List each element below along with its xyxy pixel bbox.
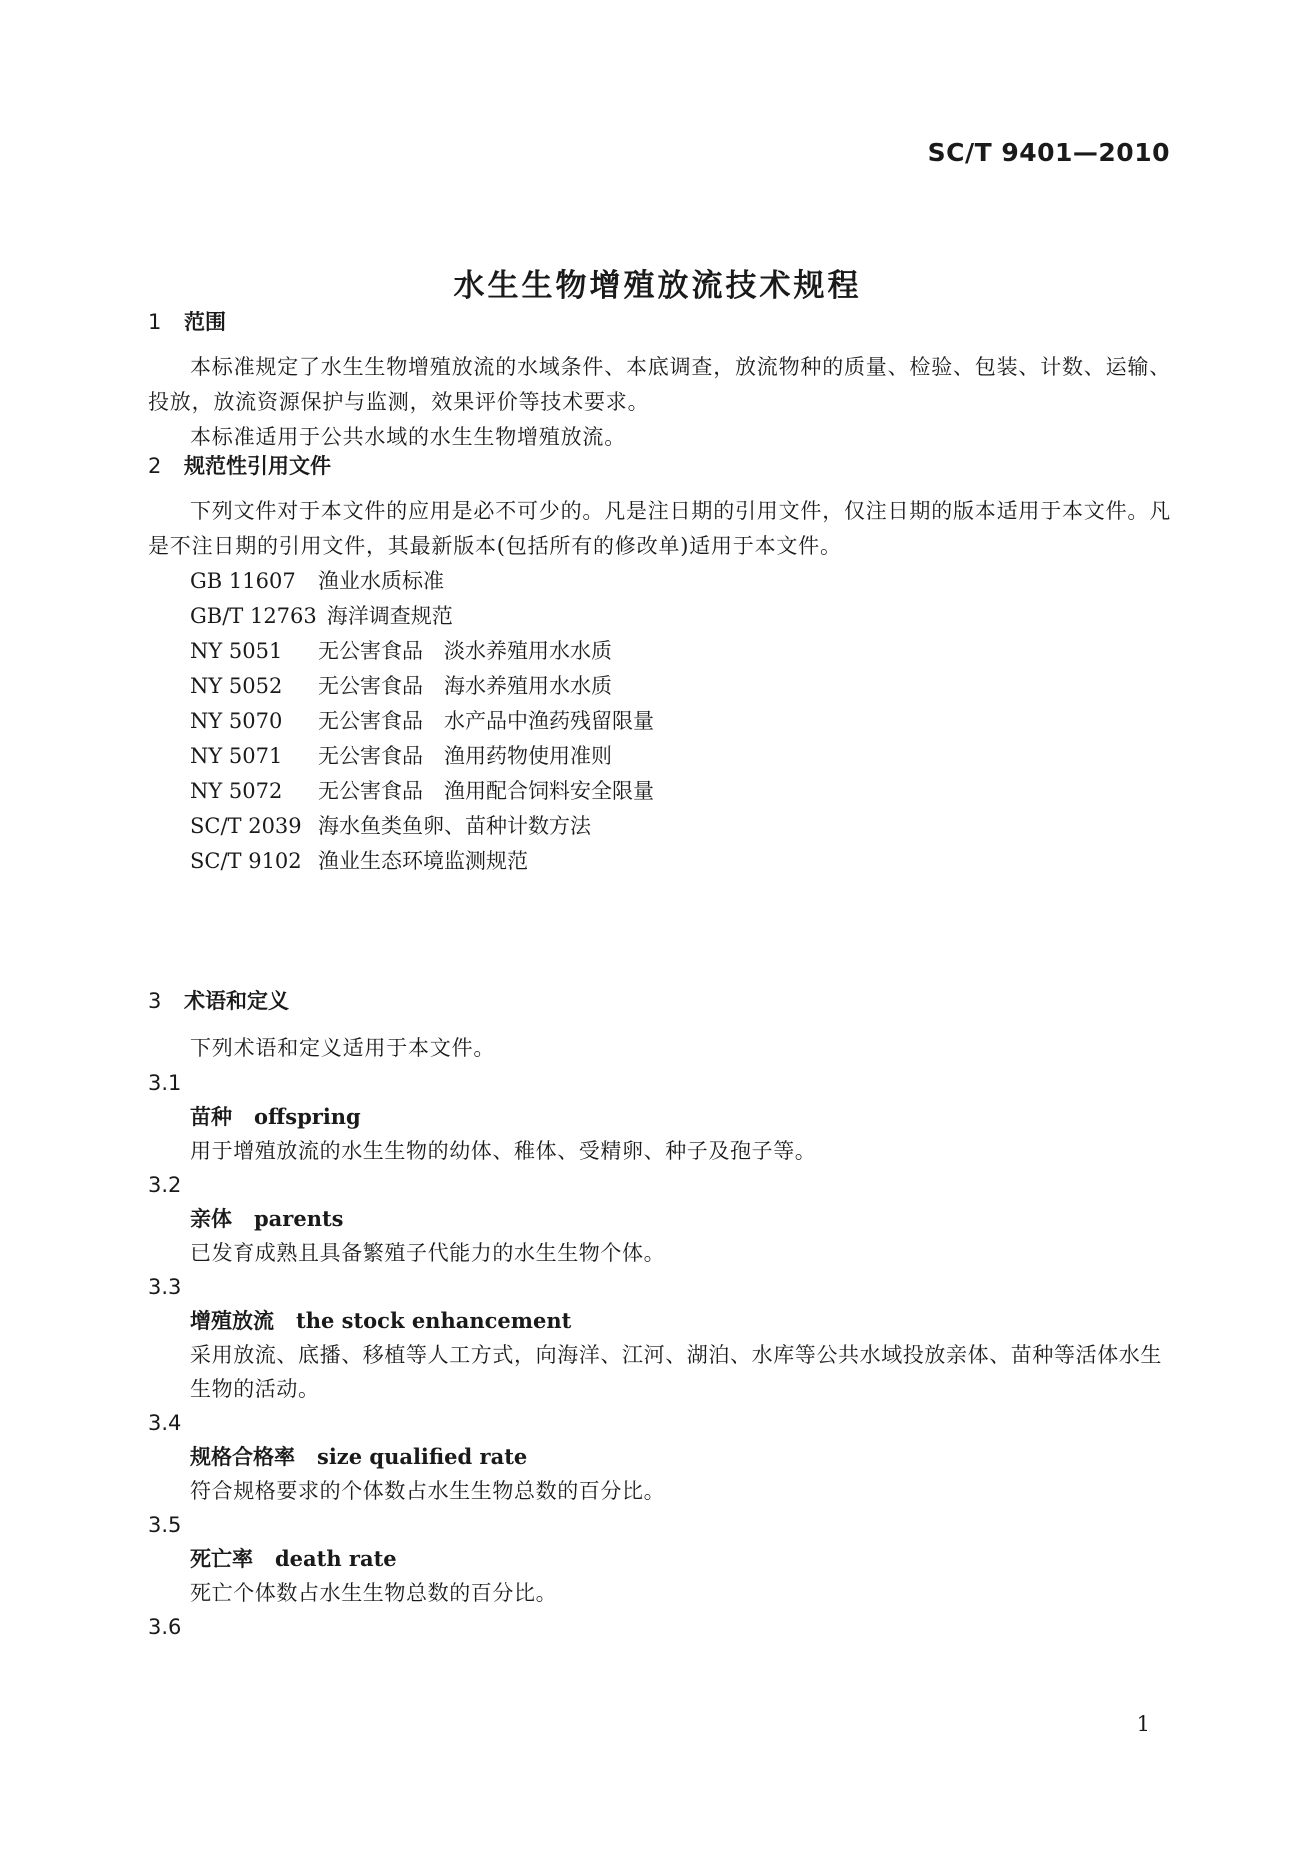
section-title: 术语和定义 xyxy=(184,989,289,1013)
term-entry xyxy=(148,1168,1178,1270)
reference-code: NY 5052 xyxy=(190,674,283,698)
paragraph: 下列文件对于本文件的应用是必不可少的。凡是注日期的引用文件，仅注日期的版本适用于本文件。凡是不注日期的引用文件，其最新版本(包括所有的修改单)适用于本文件。 xyxy=(148,499,1171,558)
reference-code: NY 5072 xyxy=(190,779,283,803)
reference-title: 海洋调查规范 xyxy=(326,604,453,628)
reference-title: 渔业生态环境监测规范 xyxy=(318,849,528,873)
reference-item xyxy=(148,704,1178,739)
term-name xyxy=(148,1542,1178,1576)
term-name xyxy=(148,1304,1178,1338)
term-entry xyxy=(148,1066,1178,1168)
term-en: size qualified rate xyxy=(317,1444,528,1469)
section-heading xyxy=(148,985,1178,1017)
term-name xyxy=(148,1440,1178,1474)
reference-item xyxy=(148,844,1178,879)
term-entry xyxy=(148,1406,1178,1508)
reference-code: NY 5071 xyxy=(190,744,283,768)
reference-item xyxy=(148,739,1178,774)
reference-code: NY 5070 xyxy=(190,709,283,733)
term-en: offspring xyxy=(254,1104,361,1129)
term-number: 3.2 xyxy=(148,1173,182,1197)
reference-item xyxy=(148,634,1178,669)
reference-code: SC/T 9102 xyxy=(190,849,302,873)
paragraph: 下列术语和定义适用于本文件。 xyxy=(190,1036,496,1060)
section-terms-definitions xyxy=(148,985,1178,1644)
reference-list xyxy=(148,564,1178,879)
section-number: 2 xyxy=(148,454,162,478)
term-zh: 苗种 xyxy=(190,1104,232,1129)
term-zh: 规格合格率 xyxy=(190,1444,295,1469)
term-number: 3.4 xyxy=(148,1411,182,1435)
reference-title: 渔业水质标准 xyxy=(318,569,444,593)
term-definition: 死亡个体数占水生生物总数的百分比。 xyxy=(190,1581,558,1605)
term-en: parents xyxy=(254,1206,344,1231)
term-definition: 符合规格要求的个体数占水生生物总数的百分比。 xyxy=(190,1479,666,1503)
term-name xyxy=(148,1202,1178,1236)
term-zh: 亲体 xyxy=(190,1206,232,1231)
paragraph: 本标准适用于公共水域的水生生物增殖放流。 xyxy=(190,425,626,449)
reference-title: 海水鱼类鱼卵、苗种计数方法 xyxy=(318,814,591,838)
reference-title: 无公害食品 渔用配合饲料安全限量 xyxy=(318,779,654,803)
term-zh: 增殖放流 xyxy=(190,1308,274,1333)
reference-title: 无公害食品 渔用药物使用准则 xyxy=(318,744,612,768)
reference-code: GB 11607 xyxy=(190,569,296,593)
section-title: 规范性引用文件 xyxy=(184,454,331,478)
term-number: 3.3 xyxy=(148,1275,182,1299)
term-definition: 用于增殖放流的水生生物的幼体、稚体、受精卵、种子及孢子等。 xyxy=(190,1139,817,1163)
standard-code: SC/T 9401—2010 xyxy=(927,138,1170,167)
term-number: 3.1 xyxy=(148,1071,182,1095)
reference-item xyxy=(148,774,1178,809)
page-number: 1 xyxy=(1136,1712,1150,1736)
document-title: 水生生物增殖放流技术规程 xyxy=(453,268,862,304)
term-definition: 采用放流、底播、移植等人工方式，向海洋、江河、湖泊、水库等公共水域投放亲体、苗种等活体水生生物的活动。 xyxy=(190,1343,1162,1401)
section-scope xyxy=(148,306,1178,455)
section-number: 3 xyxy=(148,989,162,1013)
reference-title: 无公害食品 淡水养殖用水水质 xyxy=(318,639,612,663)
reference-item xyxy=(148,564,1178,599)
term-en: the stock enhancement xyxy=(296,1308,572,1333)
term-name xyxy=(148,1100,1178,1134)
section-heading xyxy=(148,306,1178,338)
section-normative-references xyxy=(148,450,1178,879)
section-heading xyxy=(148,450,1178,482)
reference-code: NY 5051 xyxy=(190,639,283,663)
term-number: 3.5 xyxy=(148,1513,182,1537)
term-number: 3.6 xyxy=(148,1615,182,1639)
reference-item xyxy=(148,669,1178,704)
paragraph: 本标准规定了水生生物增殖放流的水域条件、本底调查，放流物种的质量、检验、包装、计数、运输、投放，放流资源保护与监测，效果评价等技术要求。 xyxy=(148,355,1171,414)
section-number: 1 xyxy=(148,310,162,334)
term-zh: 死亡率 xyxy=(190,1546,253,1571)
term-entry xyxy=(148,1508,1178,1610)
term-entry xyxy=(148,1270,1178,1406)
reference-title: 无公害食品 海水养殖用水水质 xyxy=(318,674,612,698)
reference-item xyxy=(148,599,1178,634)
reference-item xyxy=(148,809,1178,844)
reference-title: 无公害食品 水产品中渔药残留限量 xyxy=(318,709,654,733)
term-definition: 已发育成熟且具备繁殖子代能力的水生生物个体。 xyxy=(190,1241,666,1265)
term-en: death rate xyxy=(275,1546,397,1571)
reference-code: GB/T 12763 xyxy=(190,604,317,628)
section-title: 范围 xyxy=(184,310,226,334)
reference-code: SC/T 2039 xyxy=(190,814,302,838)
